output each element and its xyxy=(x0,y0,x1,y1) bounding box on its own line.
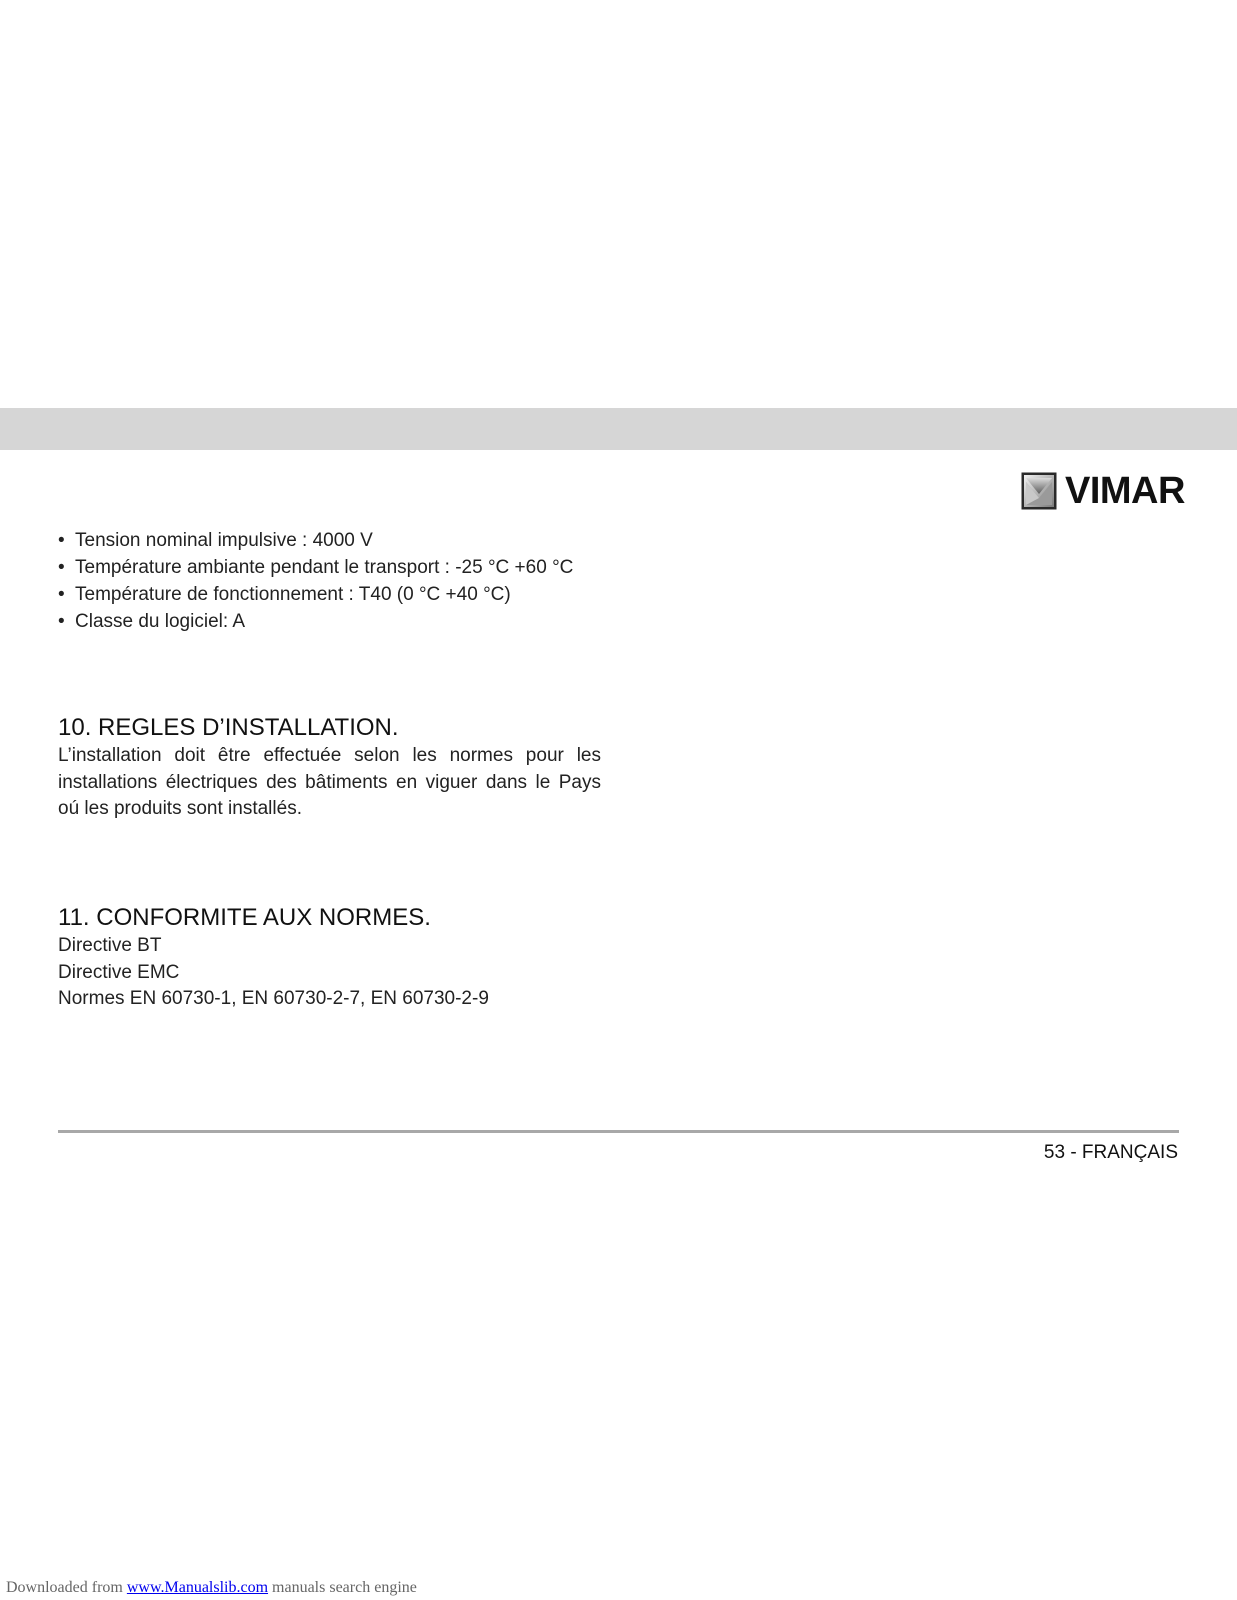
vimar-logo xyxy=(1021,470,1185,512)
standard-line: Directive BT xyxy=(58,935,162,956)
header-band xyxy=(0,408,1237,450)
footer-divider xyxy=(58,1130,1179,1133)
section-heading: 11. CONFORMITE AUX NORMES. xyxy=(58,904,431,931)
spec-item: • Température ambiante pendant le transport : -25 °C +60 °C xyxy=(58,554,573,581)
page-number: 53 - FRANÇAIS xyxy=(1043,1142,1178,1163)
footer-suffix: manuals search engine xyxy=(268,1579,417,1596)
standard-line: Directive EMC xyxy=(58,961,180,983)
spec-item: • Tension nominal impulsive : 4000 V xyxy=(58,527,573,554)
spec-item: • Classe du logiciel: A xyxy=(58,608,573,635)
spec-item: • Température de fonctionnement : T40 (0 °C +40 °C) xyxy=(58,581,573,608)
standard-line: Normes EN 60730-1, EN 60730-2-7, EN 60730-2-9 xyxy=(58,988,489,1009)
section-installation-rules xyxy=(58,713,601,823)
section-heading: 10. REGLES D’INSTALLATION. xyxy=(58,714,399,741)
download-footer xyxy=(6,1578,417,1598)
spec-list xyxy=(58,527,573,635)
manualslib-link[interactable]: www.Manualslib.com xyxy=(126,1579,269,1596)
footer-prefix: Downloaded from xyxy=(6,1579,127,1596)
vimar-logo-icon xyxy=(1021,472,1057,510)
section-standards-compliance xyxy=(58,903,601,1013)
section-body: L’installation doit être effectuée selon les normes pour les installations électriques des bâtiments en viguer dans le Pays oú les produits sont installés. xyxy=(58,745,601,819)
logo-wordmark: VIMAR xyxy=(1065,470,1185,512)
